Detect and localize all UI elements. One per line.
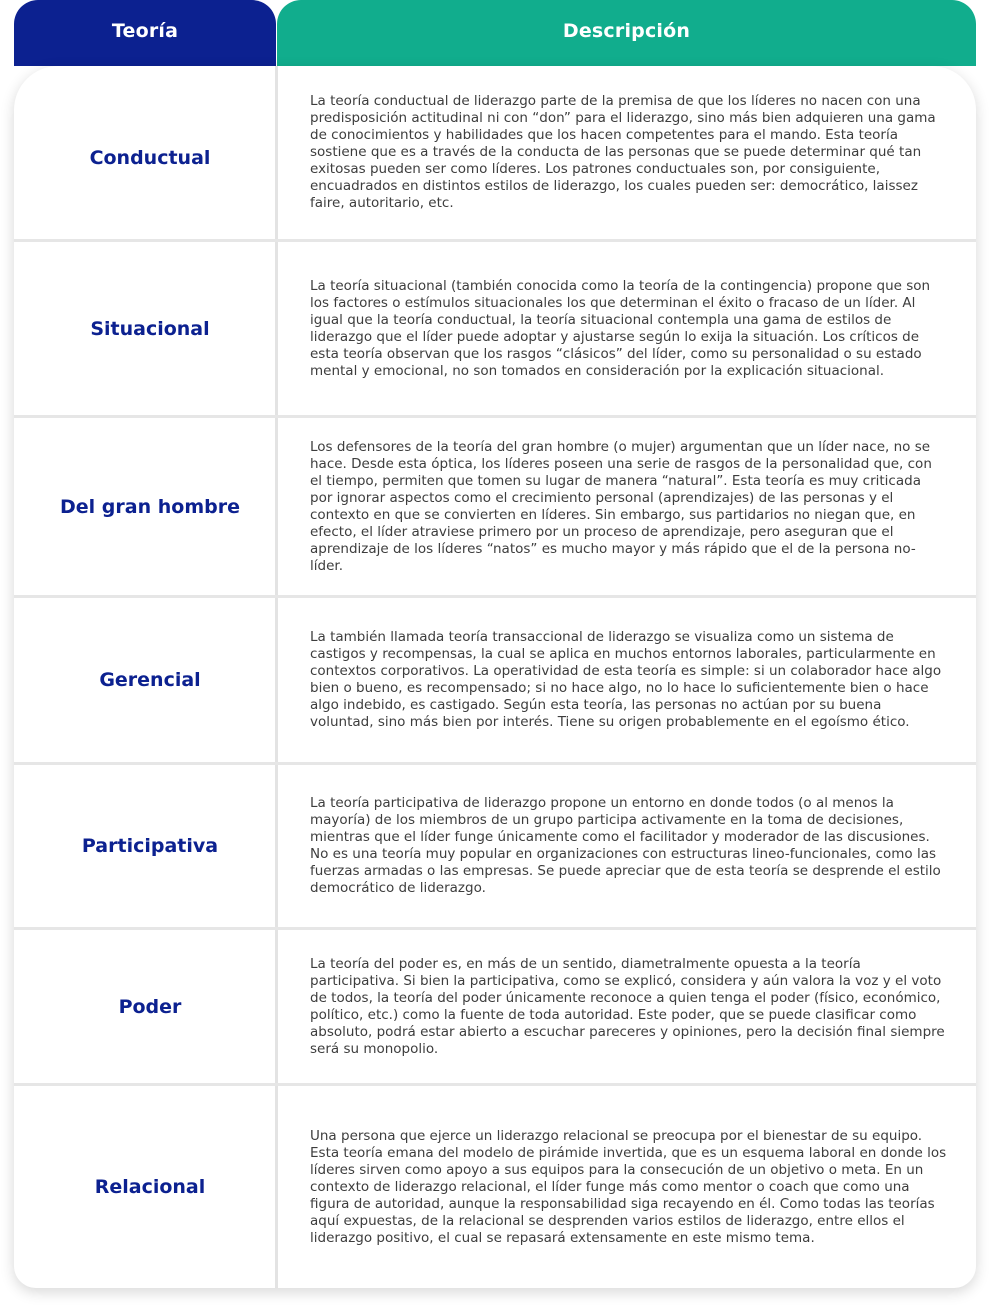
- theory-description: La teoría participativa de liderazgo propone un entorno en donde todos (o al menos la mayoría) de los miembros de un grupo participa activamente en la toma de decisiones, mientras que el líder funge únicamente como el facilitador y moderador de las discusiones. No es una teoría muy popular en organizaciones con estructuras lineo-funcionales, como las fuerzas armadas o las empresas. Se puede apreciar que de esta teoría se desprende el estilo democrático de liderazgo.: [310, 795, 941, 896]
- theory-name: Conductual: [89, 146, 211, 169]
- table-row-conductual: [14, 66, 976, 242]
- theory-name: Poder: [118, 995, 182, 1018]
- table-row-situacional: [14, 242, 976, 418]
- theory-description: La teoría situacional (también conocida como la teoría de la contingencia) propone que son los factores o estímulos situacionales los que determinan el éxito o fracaso de un líder. Al igual que la teoría conductual, la teoría situacional contempla una gama de estilos de liderazgo que el líder puede adoptar y ajustarse según lo exija la situación. Los críticos de esta teoría observan que los rasgos “clásicos” del líder, como su personalidad o su estado mental y emocional, no son tomados en consideración por la explicación situacional.: [310, 277, 931, 379]
- theory-name: Gerencial: [99, 669, 201, 691]
- table-row-del-gran-hombre: [14, 418, 976, 598]
- theory-name: Participativa: [81, 835, 219, 857]
- table-row-participativa: [14, 765, 976, 930]
- header-descripcion: [277, 0, 976, 66]
- theory-description: Una persona que ejerce un liderazgo relacional se preocupa por el bienestar de su equipo. Esta teoría emana del modelo de pirámide invertida, que es un esquema laboral en donde los líderes sirven como apoyo a sus equipos para la consecución de un objetivo o meta. En un contexto de liderazgo relacional, el líder funge más como mentor o coach que como una figura de autoridad, aunque la responsabilidad siga recayendo en él. Como todas las teorías aquí expuestas, de la relacional se desprenden varios estilos de liderazgo, entre ellos el liderazgo positivo, el cual se repasará extensamente en este mismo tema.: [310, 1127, 947, 1246]
- table-row-relacional: [14, 1086, 976, 1288]
- theory-name: Del gran hombre: [60, 495, 240, 518]
- table-row-poder: [14, 930, 976, 1086]
- header-descripcion-label: Descripción: [562, 20, 691, 42]
- header-teoria: [14, 0, 276, 66]
- theory-description: La teoría del poder es, en más de un sentido, diametralmente opuesta a la teoría participativa. Si bien la participativa, como se explicó, considera y aún valora la voz y el voto de todos, la teoría del poder únicamente reconoce a quien tenga el poder (físico, económico, político, etc.) como la fuente de toda autoridad. Este poder, que se puede clasificar como absoluto, podrá estar abierto a escuchar pareceres y opiniones, pero la decisión final siempre será su monopolio.: [310, 955, 945, 1057]
- theory-description: La teoría conductual de liderazgo parte de la premisa de que los líderes no nacen con una predisposición actitudinal ni con “don” para el liderazgo, sino más bien adquieren una gama de conocimientos y habilidades que los hacen competentes para el mando. Esta teoría sostiene que es a través de la conducta de las personas que se puede determinar qué tan exitosas pueden ser como líderes. Los patrones conductuales son, por consiguiente, encuadrados en distintos estilos de liderazgo, los cuales pueden ser: democrático, laissez faire, autoritario, etc.: [310, 93, 936, 211]
- theory-name: Situacional: [90, 317, 210, 340]
- theory-description: Los defensores de la teoría del gran hombre (o mujer) argumentan que un líder nace, no se hace. Desde esta óptica, los líderes poseen una serie de rasgos de la personalidad que, con el tiempo, permiten que tomen su lugar de manera “natural”. Esta teoría es muy criticada por ignorar aspectos como el crecimiento personal (aprendizajes) de las personas y el contexto en que se convierten en líderes. Sin embargo, sus partidarios no niegan que, en efecto, el líder atraviese primero por un proceso de aprendizaje, pero aseguran que el aprendizaje de los líderes “natos” es mucho mayor y más rápido que el de la persona no-líder.: [310, 438, 932, 574]
- header-teoria-label: Teoría: [111, 20, 179, 42]
- theories-table: [14, 66, 976, 1288]
- table-row-gerencial: [14, 598, 976, 765]
- theory-name: Relacional: [94, 1176, 206, 1198]
- theory-description: La también llamada teoría transaccional de liderazgo se visualiza como un sistema de castigos y recompensas, la cual se aplica en muchos entornos laborales, particularmente en contextos corporativos. La operatividad de esta teoría es simple: si un colaborador hace algo bien o bueno, es recompensado; si no hace algo, no lo hace lo suficientemente bien o hace algo indebido, es castigado. Según esta teoría, las personas no actúan por su buena voluntad, sino más bien por interés. Tiene su origen probablemente en el egoísmo ético.: [310, 629, 942, 730]
